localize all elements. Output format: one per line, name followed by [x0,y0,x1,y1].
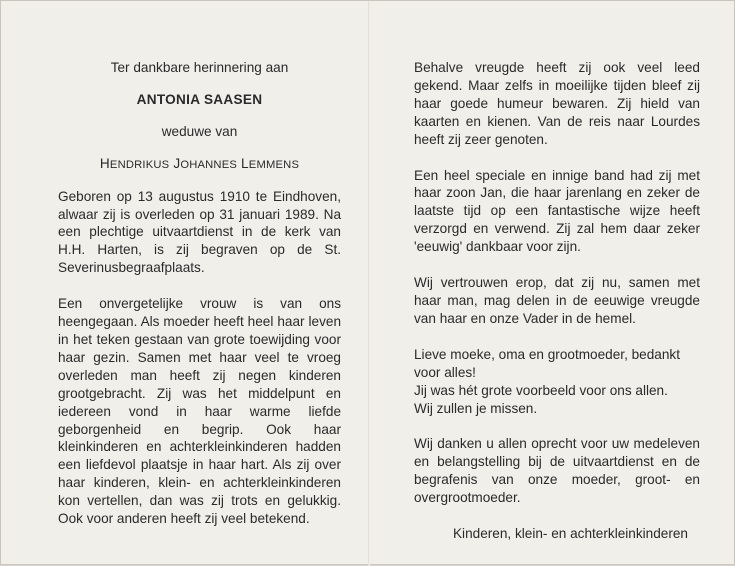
tribute-paragraph: Een onvergetelijke vrouw is van ons heengegaan. Als moeder heeft heel haar leven in het teken gestaan van grote toewijding voor haar gezin. Samen met haar veel te vroeg overleden man heeft zij negen kinderen grootgebracht. Zij was het middelpunt en iedereen vond in haar warme liefde geborgenheid en begrip. Ook haar kleinkinderen en achterkleinkinderen hadden een liefdevol plaatsje in haar hart. Als zij over haar kinderen, klein- en achterkleinkinderen kon vertellen, dan was zij trots en gelukkig. Ook voor anderen heeft zij veel betekend. [58,296,341,527]
right-page [414,59,700,543]
farewell-line: Lieve moeke, oma en grootmoeder, bedankt voor alles! [414,346,681,380]
left-page [58,59,341,546]
farewell-line: Wij zullen je missen. [414,400,538,416]
faith-paragraph: Wij vertrouwen erop, dat zij nu, samen met haar man, mag delen in de eeuwige vreugde van haar en onze Vader in de hemel. [414,275,700,326]
signature-line: Kinderen, klein- en achterkleinkinderen [452,526,688,542]
relation-line: weduwe van [161,123,238,139]
husband-name: HENDRIKUS JOHANNES LEMMENS [99,155,300,171]
thanks-paragraph: Wij danken u allen oprecht voor uw medeleven en belangstelling bij de uitvaartdienst en de begrafenis van onze moeder, groot- en overgrootmoeder. [414,436,700,506]
farewell-paragraph [414,346,700,418]
farewell-line: Jij was hét grote voorbeeld voor ons allen. [414,382,668,398]
joys-paragraph: Behalve vreugde heeft zij ook veel leed gekend. Maar zelfs in moeilijke tijden bleef zij haar goede humeur bewaren. Zij hield van kaarten en kienen. Van de reis naar Lourdes heeft zij zeer genoten. [414,60,700,147]
biography-paragraph: Geboren op 13 augustus 1910 te Eindhoven, alwaar zij is overleden op 31 januari 1989. Na een plechtige uitvaartdienst in de kerk van H.H. Harten, is zij begraven op de St. Severinusbegraafplaats. [58,188,341,276]
son-paragraph: Een heel speciale en innige band had zij met haar zoon Jan, die haar jarenlang en zeker de laatste tijd op een fantastische wijze heeft verzorgd en verwend. Zij zal hem daar zeker 'eeuwig' dankbaar voor zijn. [414,167,700,255]
card-fold [368,1,370,566]
deceased-name: ANTONIA SAASEN [136,91,263,107]
intro-line: Ter dankbare herinnering aan [110,60,289,75]
